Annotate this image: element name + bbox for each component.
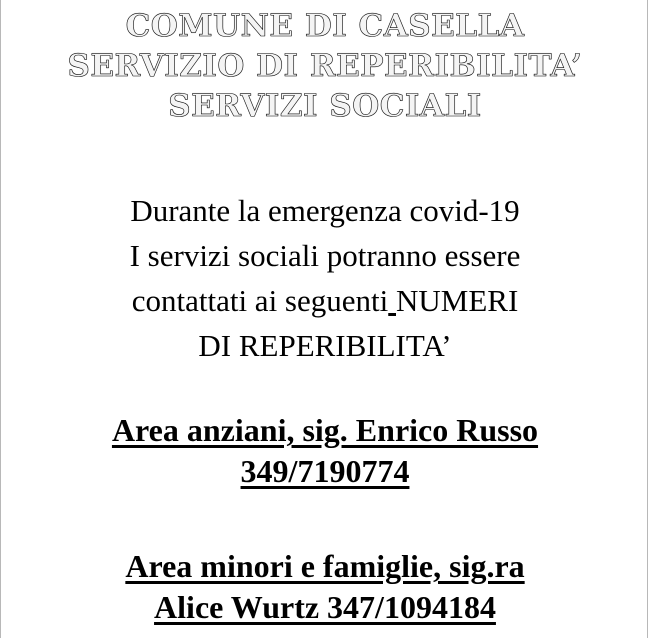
contact-family-area (1, 546, 648, 628)
notice-line-3-start: contattati ai seguenti (131, 283, 389, 318)
contact-phone-line (1, 451, 648, 492)
header-municipality: COMUNE DI CASELLA (125, 8, 525, 44)
contact-name-line (1, 410, 648, 451)
notice-line-3 (1, 278, 648, 323)
contact-phone: 349/7190774 (240, 453, 410, 489)
header-department: SERVIZI SOCIALI (168, 88, 482, 124)
notice-text (1, 188, 648, 368)
contact-name-line (1, 546, 648, 587)
notice-line-4: DI REPERIBILITA’ (198, 328, 452, 363)
contact-name: Area anziani, sig. Enrico Russo (111, 412, 539, 448)
underlined-space (388, 283, 396, 318)
notice-line-2: I servizi sociali potranno essere (129, 238, 521, 273)
contact-elderly-area (1, 410, 648, 492)
notice-line-1: Durante la emergenza covid-19 (130, 193, 520, 228)
document-header (1, 6, 648, 126)
contact-name: Area minori e famiglie, sig.ra (125, 548, 525, 584)
contact-phone-line (1, 587, 648, 628)
header-service: SERVIZIO DI REPERIBILITA’ (67, 48, 583, 84)
notice-line-3-end: NUMERI (396, 283, 519, 318)
contact-phone: Alice Wurtz 347/1094184 (154, 589, 496, 625)
